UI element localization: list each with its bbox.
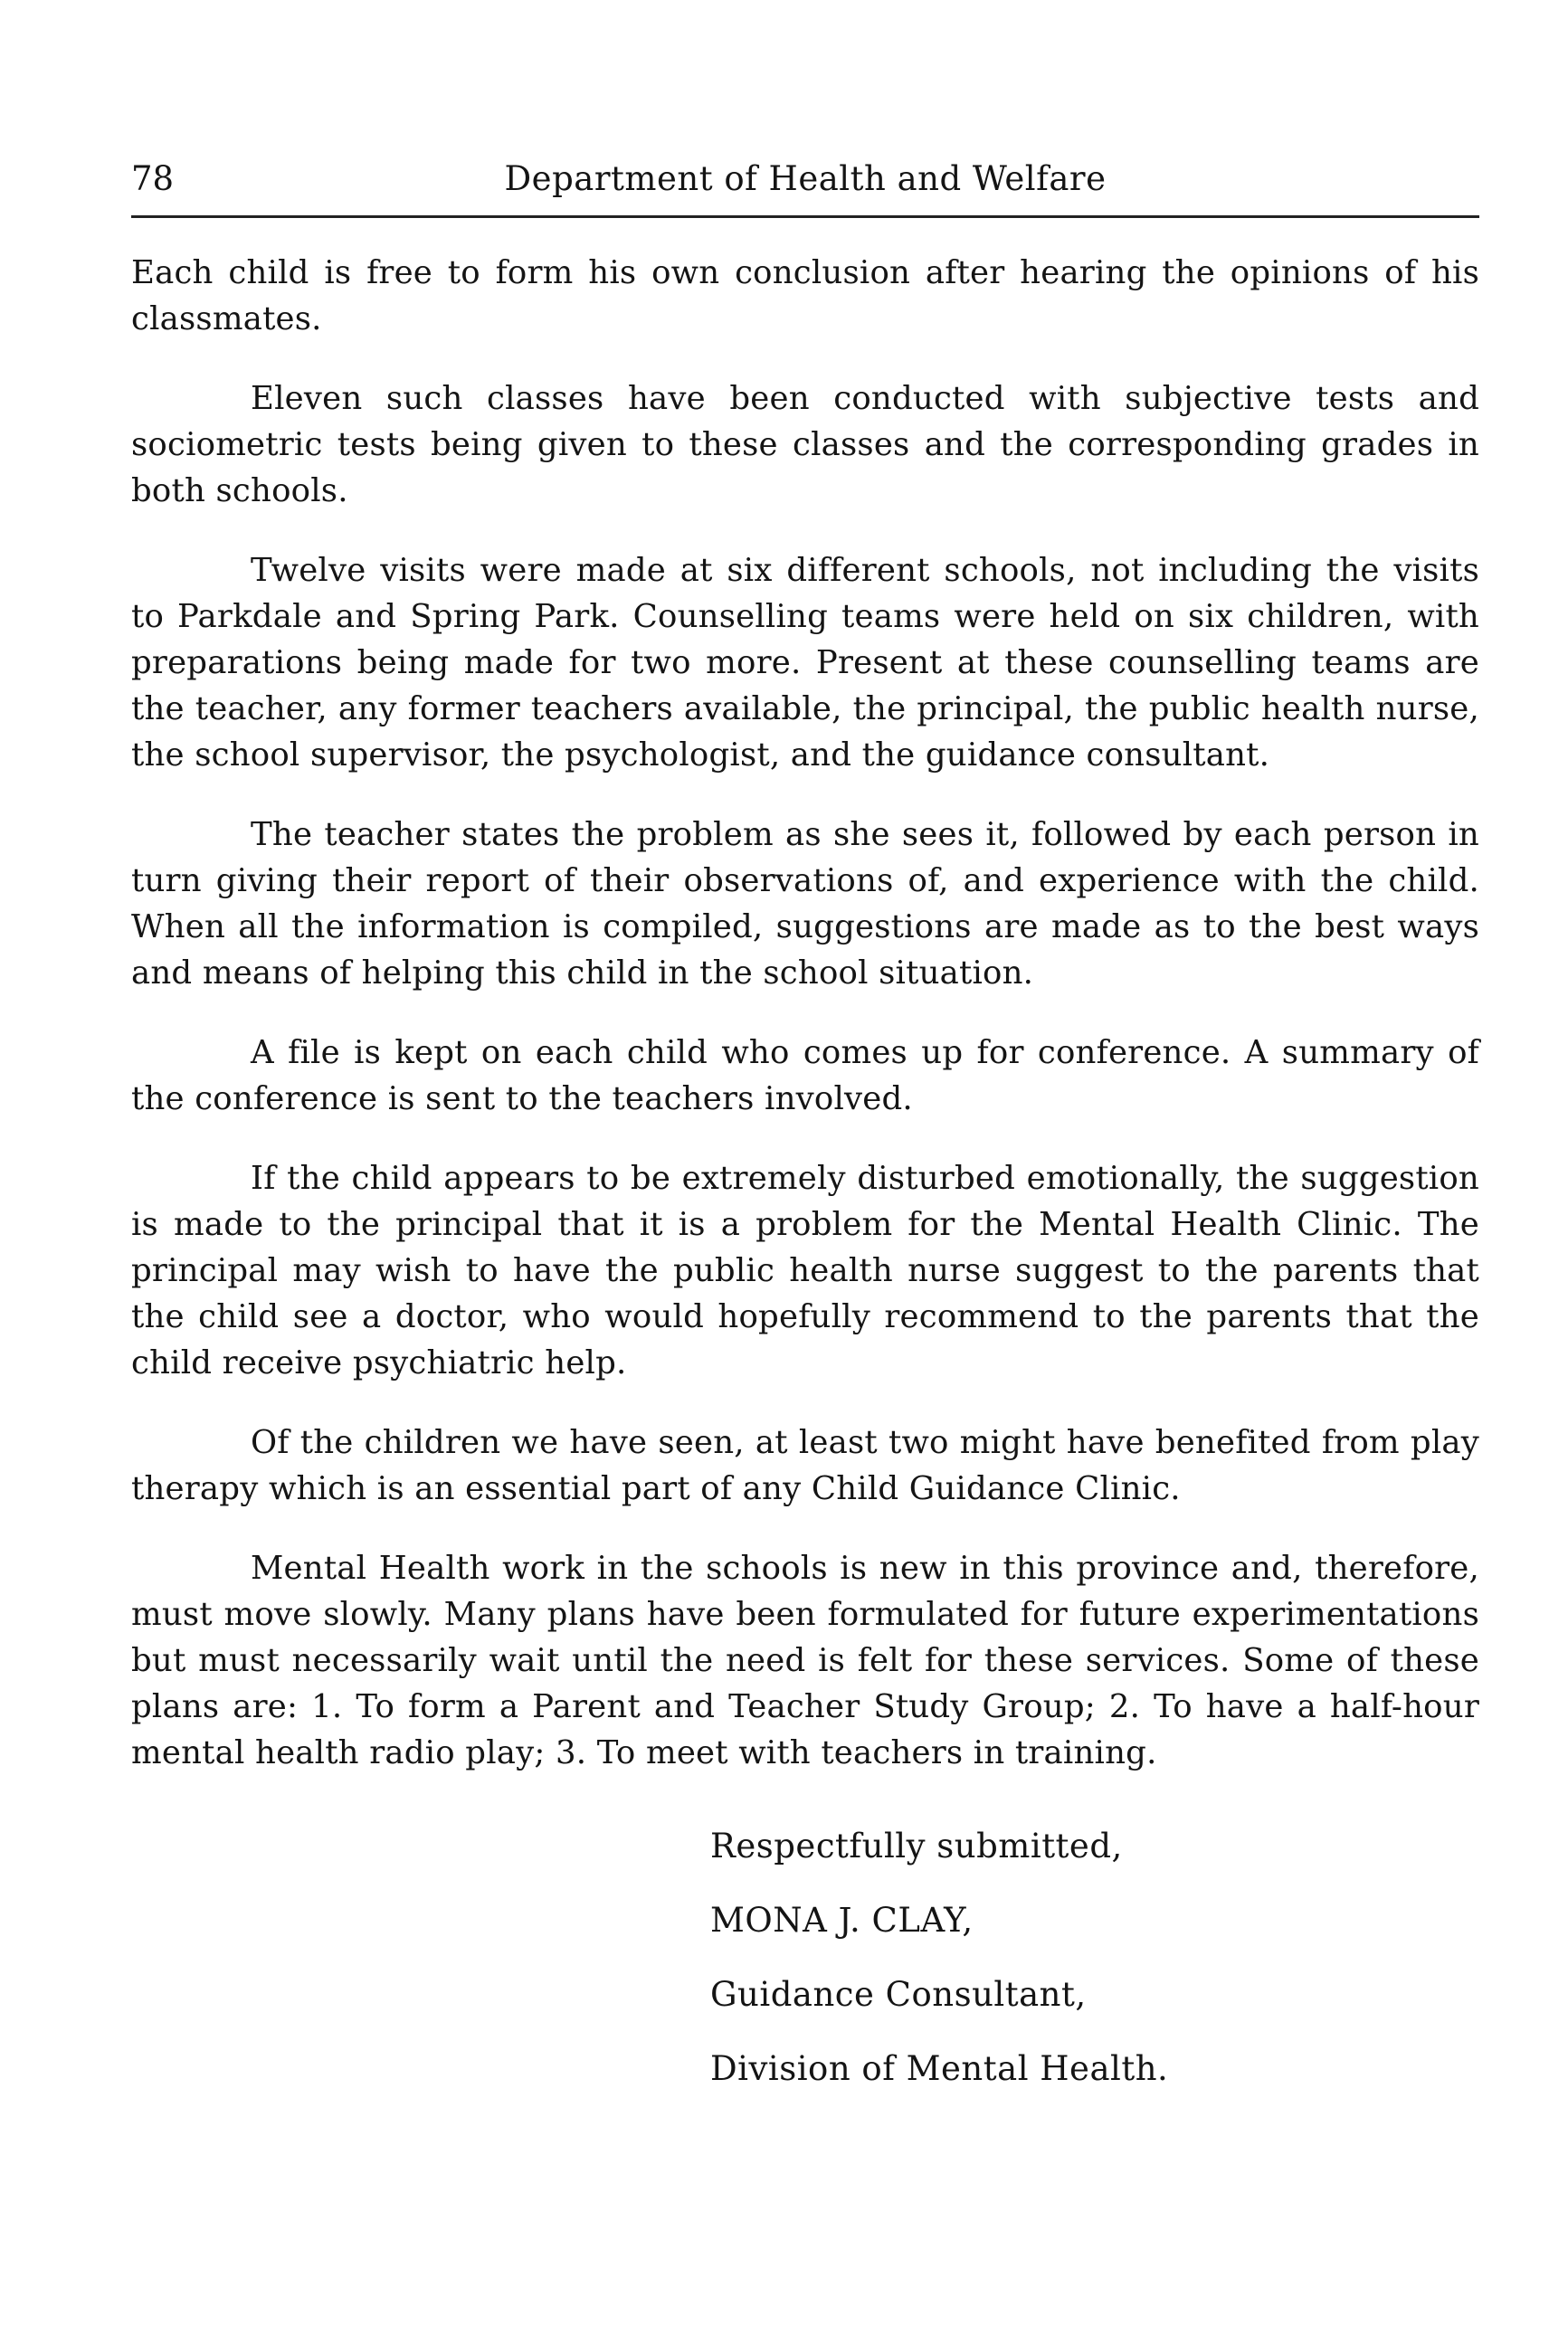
paragraph-5: A file is kept on each child who comes up for conference. A summary of the conference is sent to the teachers involved. [131, 1034, 1479, 1117]
signature-name: MONA J. CLAY, [710, 1901, 974, 1940]
paragraph-7: Of the children we have seen, at least two might have benefited from play therapy which is an essential part of any Child Guidance Clinic. [131, 1424, 1479, 1507]
page-number: 78 [131, 159, 175, 198]
signature-role: Guidance Consultant, [710, 1975, 1087, 2014]
paragraph-2: Eleven such classes have been conducted with subjective tests and sociometric tests being given to these classes and the corresponding grades in both schools. [131, 380, 1479, 509]
paragraph-8: Mental Health work in the schools is new in this province and, therefore, must move slowly. Many plans have been formulated for future experimentations but must necessarily wait until the need is felt for these services. Some of these plans are: 1. To form a Parent and Teacher Study Group; 2. To have a half-hour mental health radio play; 3. To meet with teachers in training. [131, 1550, 1479, 1771]
paragraph-1: Each child is free to form his own conclusion after hearing the opinions of his classmates. [131, 254, 1479, 337]
paragraph-4: The teacher states the problem as she sees it, followed by each person in turn giving their report of their observations of, and experience with the child. When all the information is compiled, suggestions are made as to the best ways and means of helping this child in the school situation. [131, 816, 1479, 992]
paragraph-3: Twelve visits were made at six different schools, not including the visits to Parkdale and Spring Park. Counselling teams were held on six children, with preparations being made for two more. Present at these counselling teams are the teacher, any former teachers available, the principal, the public health nurse, the school supervisor, the psychologist, and the guidance consultant. [131, 552, 1479, 774]
signature-closing: Respectfully submitted, [710, 1827, 1123, 1866]
header-rule [131, 215, 1479, 218]
running-head-title: Department of Health and Welfare [504, 159, 1107, 198]
running-head [131, 154, 1479, 204]
paragraph-6: If the child appears to be extremely disturbed emotionally, the suggestion is made to the principal that it is a problem for the Mental Health Clinic. The principal may wish to have the public health nurse suggest to the parents that the child see a doctor, who would hopefully recommend to the parents that the child receive psychiatric help. [131, 1160, 1479, 1381]
body-text [131, 250, 1479, 1809]
document-page [131, 0, 1479, 2345]
signature-division: Division of Mental Health. [710, 2049, 1169, 2088]
signature-block [710, 1824, 1452, 2121]
